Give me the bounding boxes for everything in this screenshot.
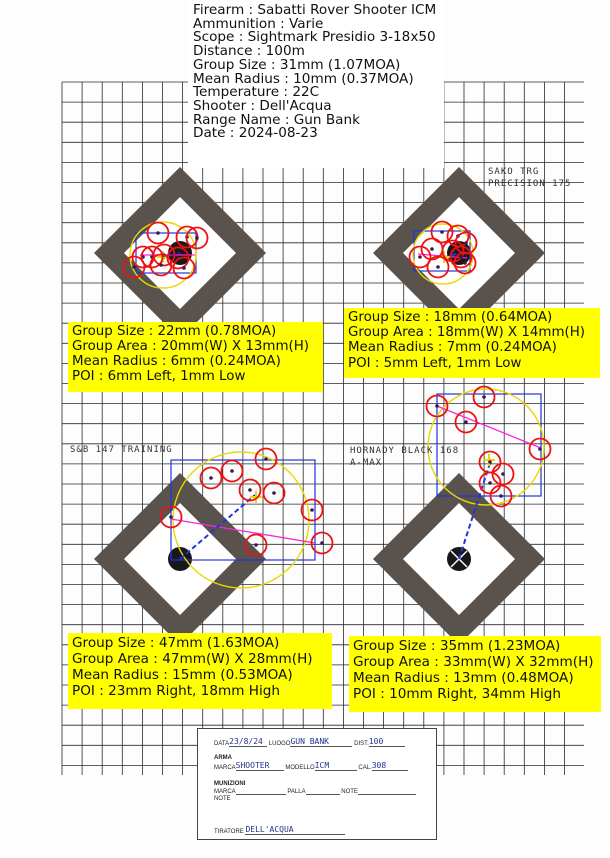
shot-hole <box>459 255 463 259</box>
stat-line: POI : 10mm Right, 34mm High <box>353 686 562 702</box>
stat-line: Group Area : 47mm(W) X 28mm(H) <box>72 651 313 667</box>
stat-line: Mean Radius : 13mm (0.48MOA) <box>353 670 574 686</box>
caliber-field: 308 <box>372 761 408 771</box>
shot-hole <box>501 472 505 476</box>
shot-hole <box>488 481 492 485</box>
form-row-date: DATA23/8/24 LUOGOGUN BANK DIST.100 <box>214 737 405 747</box>
shot-hole <box>182 266 186 270</box>
info-line: Temperature : 22C <box>193 84 320 101</box>
place-field: GUN BANK <box>290 737 352 747</box>
stat-line: Group Size : 18mm (0.64MOA) <box>348 310 553 325</box>
model-field: ICM <box>315 761 357 771</box>
shooting-record-form <box>197 728 437 840</box>
info-line: Ammunition : Varie <box>193 15 324 32</box>
brand-field: SHOOTER <box>236 761 284 771</box>
stat-line: POI : 6mm Left, 1mm Low <box>72 369 246 384</box>
shot-hole <box>156 231 160 235</box>
ammo-note-field <box>358 788 416 795</box>
shooter-field: DELL'ACQUA <box>245 825 345 835</box>
bottom-right-stats-box <box>349 636 601 712</box>
date-field: 23/8/24 <box>229 737 267 747</box>
distance-field: 100 <box>369 737 405 747</box>
shot-hole <box>132 265 136 269</box>
top-right-ammo-label: SAKO TRG PRECISION 175 <box>488 167 572 189</box>
stat-line: POI : 5mm Left, 1mm Low <box>348 355 522 371</box>
shot-hole <box>499 494 503 498</box>
stat-line: Group Area : 18mm(W) X 14mm(H) <box>348 325 586 341</box>
shot-hole <box>264 457 268 461</box>
session-info-box <box>188 2 444 168</box>
ammo-brand-field <box>236 788 286 795</box>
shot-hole <box>464 420 468 424</box>
info-line: Scope : Sightmark Presidio 3-18x50 <box>193 29 436 46</box>
shot-hole <box>464 241 468 245</box>
form-row-ammo: MARCA PALLA NOTE <box>214 788 416 795</box>
stat-line: Group Size : 47mm (1.63MOA) <box>72 635 280 651</box>
info-line: Shooter : Dell'Acqua <box>193 97 332 114</box>
stat-line: Group Area : 20mm(W) X 13mm(H) <box>72 339 310 354</box>
info-line: Range Name : Gun Bank <box>193 111 360 128</box>
shot-hole <box>320 541 324 545</box>
shot-hole <box>230 469 234 473</box>
note-label: NOTE <box>214 796 231 802</box>
shot-hole <box>248 488 252 492</box>
bullet-field <box>306 788 340 795</box>
shot-hole <box>159 263 163 267</box>
shot-hole <box>482 395 486 399</box>
shot-hole <box>463 261 467 265</box>
top-right-stats-box <box>344 308 600 378</box>
shot-hole <box>195 236 199 240</box>
info-line: Firearm : Sabatti Rover Shooter ICM <box>193 2 437 18</box>
shot-hole <box>209 476 213 480</box>
shot-hole <box>488 460 492 464</box>
stat-line: Group Size : 22mm (0.78MOA) <box>72 324 277 339</box>
bottom-left-ammo-label: S&B 147 TRAINING <box>70 445 173 455</box>
shot-hole <box>440 230 444 234</box>
stat-line: Group Area : 33mm(W) X 32mm(H) <box>353 654 594 670</box>
stat-line: Group Size : 35mm (1.23MOA) <box>353 638 561 654</box>
stat-line: Mean Radius : 7mm (0.24MOA) <box>348 340 557 356</box>
info-line: Distance : 100m <box>193 43 305 60</box>
group-spread-line <box>437 406 541 448</box>
shot-hole <box>435 404 439 408</box>
bottom-right-ammo-label: HORNADY BLACK 168 A-MAX <box>350 446 460 468</box>
shot-hole <box>418 255 422 259</box>
bottom-left-stats-box <box>68 633 332 709</box>
info-line: Group Size : 31mm (1.07MOA) <box>193 56 401 73</box>
shot-hole <box>169 515 173 519</box>
stat-line: POI : 23mm Right, 18mm High <box>72 683 281 699</box>
stat-line: Mean Radius : 6mm (0.24MOA) <box>72 354 281 369</box>
shot-hole <box>272 491 276 495</box>
top-left-stats-box <box>68 322 323 392</box>
shot-hole <box>310 508 314 512</box>
shot-hole <box>430 247 434 251</box>
info-line: Mean Radius : 10mm (0.37MOA) <box>193 70 414 87</box>
info-line: Date : 2024-08-23 <box>193 125 318 142</box>
shot-hole <box>436 265 440 269</box>
form-row-firearm: MARCASHOOTER MODELLOICM CAL.308 <box>214 761 408 771</box>
form-row-shooter: TIRATORE DELL'ACQUA <box>214 825 345 835</box>
munizioni-heading: MUNIZIONI <box>214 781 246 787</box>
stat-line: Mean Radius : 15mm (0.53MOA) <box>72 667 293 683</box>
arma-heading: ARMA <box>214 755 232 761</box>
shot-hole <box>538 447 542 451</box>
shot-hole <box>254 543 258 547</box>
